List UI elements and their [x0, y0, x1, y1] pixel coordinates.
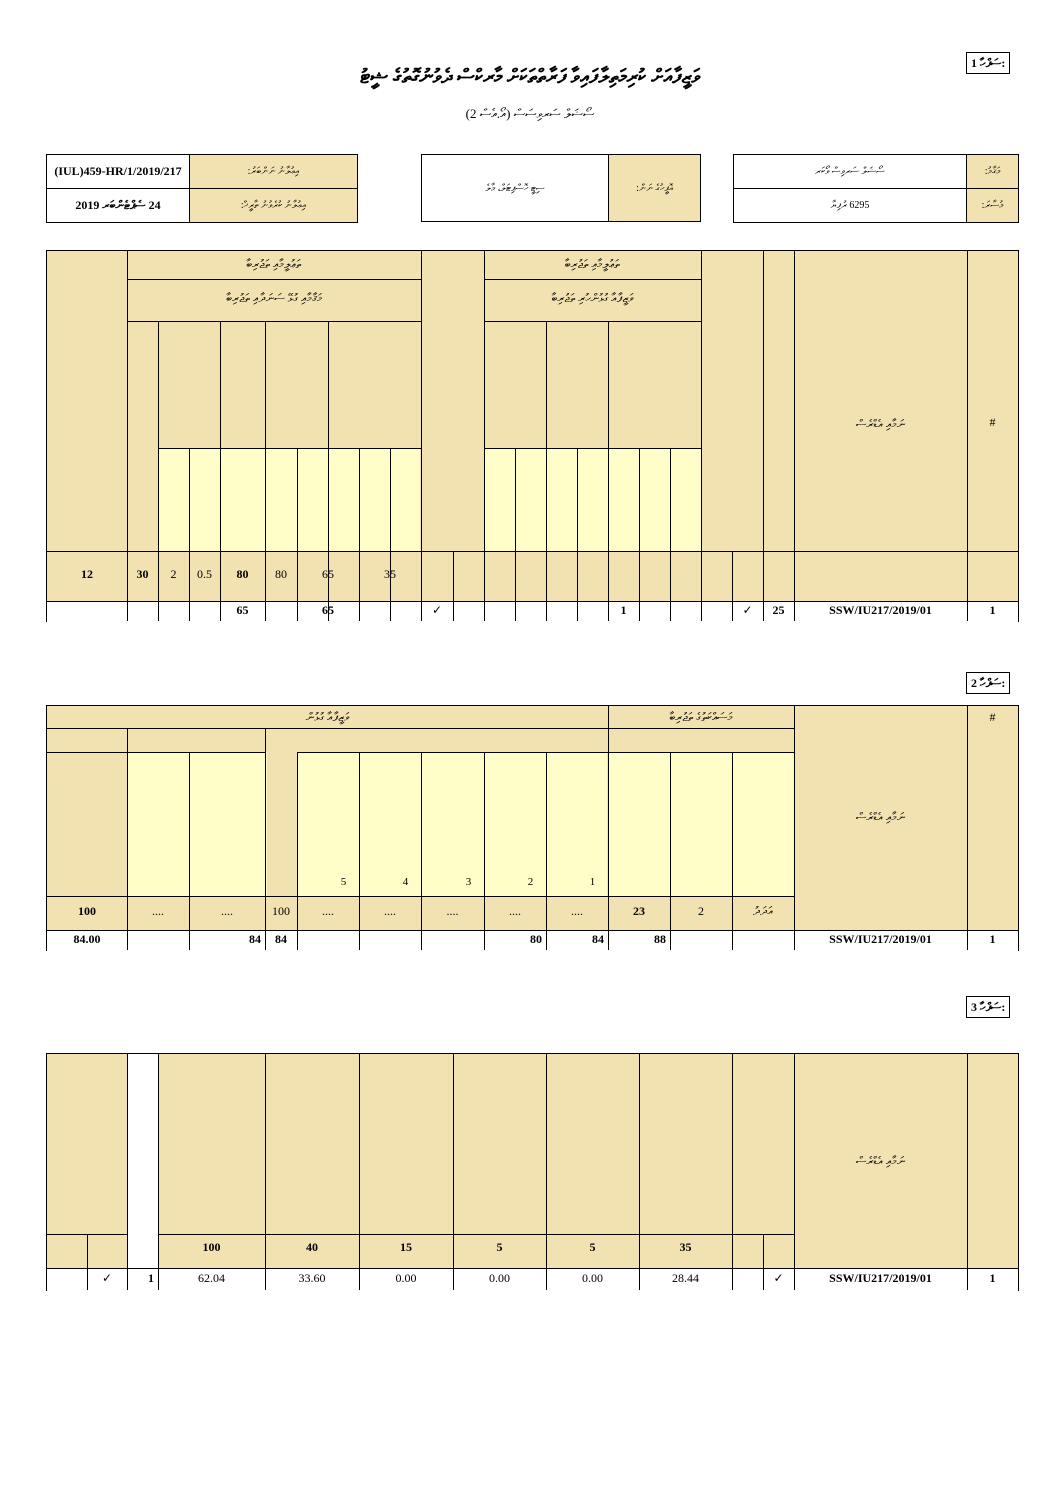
t2-col-1: 1 [589, 876, 596, 888]
page-number: 3 [971, 1000, 977, 1014]
t1-group-b-sub: ވަޒީފާއާ ގުޅުންހުރި ތަޖުރިބާ [551, 291, 634, 305]
t3-val-5: 35 [679, 1240, 692, 1254]
t2-row-c: 84 [275, 932, 287, 946]
t2-col-2: 2 [527, 876, 534, 888]
t2-val-2: .... [221, 904, 233, 918]
page-label-1 [966, 52, 1010, 74]
salary-value: 6295 ރުފިޔާ [734, 189, 967, 223]
page-label-2 [966, 672, 1010, 694]
t2-row-code: SSW/IU217/2019/01 [829, 932, 932, 946]
t3-row-c: 0.00 [395, 1271, 417, 1285]
page-number: 2 [971, 676, 977, 690]
t1-check-icon-2 [732, 603, 763, 618]
page-number: 1 [971, 56, 977, 70]
t2-val-10: 2 [698, 904, 704, 918]
t2-val-9: 23 [633, 904, 645, 918]
t2-name-col: ނަމާއި އެޑްރެސް [855, 810, 906, 824]
t2-row-b: 84 [249, 932, 261, 946]
t1-val-2: 2 [170, 567, 177, 581]
t1-row-code: SSW/IU217/2019/01 [829, 603, 932, 617]
t2-group-b: މަސައްކަތުގެ ތަޖުރިބާ [669, 710, 733, 724]
date-value: 24 ސެޕްޓެންބަރ 2019 [47, 189, 190, 223]
t1-row-num: 1 [989, 603, 996, 617]
job-info-table [46, 154, 358, 223]
page-label-text: ސަފްހާ: [980, 56, 1006, 70]
job-ref-value: (IUL)459-HR/1/2019/217 [47, 155, 190, 189]
t3-check-icon-2 [763, 1271, 794, 1286]
t3-val-1: 40 [306, 1240, 318, 1254]
t2-val-3: 100 [272, 904, 290, 918]
t2-row-a: 84.00 [73, 932, 101, 946]
salary-label: މުސާރަ: [967, 189, 1019, 223]
table-3 [46, 1053, 1019, 1291]
post-value: ސޯޝަލް ސަރވިސް ވޯކަރ [734, 155, 967, 189]
t1-val-5: 80 [275, 567, 287, 581]
t2-hash: # [989, 710, 996, 724]
t3-val-2: 15 [400, 1240, 412, 1254]
t1-group-a: ތަޢުލީމާއި ތަޖުރިބާ [246, 257, 302, 271]
page-label-text: ސަފްހާ: [980, 1000, 1006, 1014]
t1-row-c25: 25 [772, 603, 785, 617]
t1-row-c65b: 65 [322, 603, 334, 617]
office-info-table [421, 154, 701, 222]
t3-row-d: 0.00 [489, 1271, 510, 1285]
t2-val-0: 100 [78, 904, 96, 918]
t2-group-a: ވަޒީފާއާ ގުޅުން [305, 710, 350, 724]
t1-name-col: ނަމާއި އެޑްރެސް [855, 417, 906, 431]
t2-row-num: 1 [989, 932, 996, 946]
t3-row-a: 62.04 [198, 1271, 225, 1285]
t2-row-e: 84 [592, 932, 604, 946]
t2-val-1: .... [152, 904, 164, 918]
t2-col-3: 3 [465, 876, 472, 888]
t1-val-0: 12 [81, 567, 93, 581]
table-2 [46, 705, 1019, 951]
t1-hash: # [989, 415, 996, 429]
office-label: އޮފީހުގެ ނަން: [609, 155, 701, 222]
job-ref-label: އިޢުލާނު ނަންބަރު: [190, 155, 358, 189]
t3-val-3: 5 [496, 1240, 503, 1254]
date-label: އިޢުލާނު ކުރެވުނު ތާރީޚް: [190, 189, 358, 223]
t3-row-code: SSW/IU217/2019/01 [829, 1271, 932, 1285]
document-title: ވަޒީފާއަށް ކުރިމަތިލާފައިވާ ފަރާތްތަކަށް މާރކްސް ދެވުނުގޮތުގެ ޝީޓު [360, 66, 700, 88]
t1-val-3: 0.5 [197, 567, 212, 581]
office-value: ސިޓީ ހޮސްޕިޓަލް، މާލެ [422, 155, 609, 222]
t3-row-f: 28.44 [672, 1271, 699, 1285]
t2-col-5: 5 [340, 876, 347, 888]
t2-val-11: އަދަދު [752, 904, 774, 918]
t3-row-num: 1 [989, 1271, 996, 1285]
t1-val-4: 80 [236, 567, 249, 581]
t2-col-4: 4 [402, 876, 409, 888]
t1-val-1: 30 [136, 567, 149, 581]
t2-row-f: 88 [654, 932, 666, 946]
t2-val-4: .... [322, 904, 334, 918]
t3-val-0: 100 [202, 1240, 221, 1254]
post-info-table [733, 154, 1019, 223]
t1-val-6: 65 [322, 567, 334, 581]
t1-check-icon-1 [421, 603, 453, 618]
t3-check-icon-1 [87, 1271, 127, 1286]
page-label-text: ސަފްހާ: [980, 676, 1006, 690]
post-label: މަޤާމު: [967, 155, 1019, 189]
t2-val-5: .... [384, 904, 396, 918]
document-subtitle: ސޯޝަލް ސަރވިސަސް (އޯ.އެސް 2) [465, 106, 595, 121]
t1-row-c65a: 65 [236, 603, 249, 617]
t2-val-8: .... [571, 904, 583, 918]
t2-val-7: .... [509, 904, 521, 918]
t3-row-e: 0.00 [582, 1271, 603, 1285]
t2-row-d: 80 [530, 932, 542, 946]
page-label-3 [966, 996, 1010, 1018]
t3-val-4: 5 [589, 1240, 596, 1254]
t3-name-col: ނަމާއި އެޑްރެސް [855, 1154, 906, 1168]
t1-val-7: 35 [384, 567, 396, 581]
t1-row-c1: 1 [620, 603, 627, 617]
t1-group-b: ތަޢުލީމާއި ތަޖުރިބާ [564, 257, 621, 271]
t1-group-a-sub: މަޤާމާއި ގުޅޭ ސަނަދާއި ތަޖުރިބާ [226, 291, 322, 305]
t3-row-b: 33.60 [298, 1271, 326, 1285]
t2-val-6: .... [446, 904, 459, 918]
table-1 [46, 250, 1019, 622]
t3-row-rank: 1 [148, 1271, 154, 1285]
